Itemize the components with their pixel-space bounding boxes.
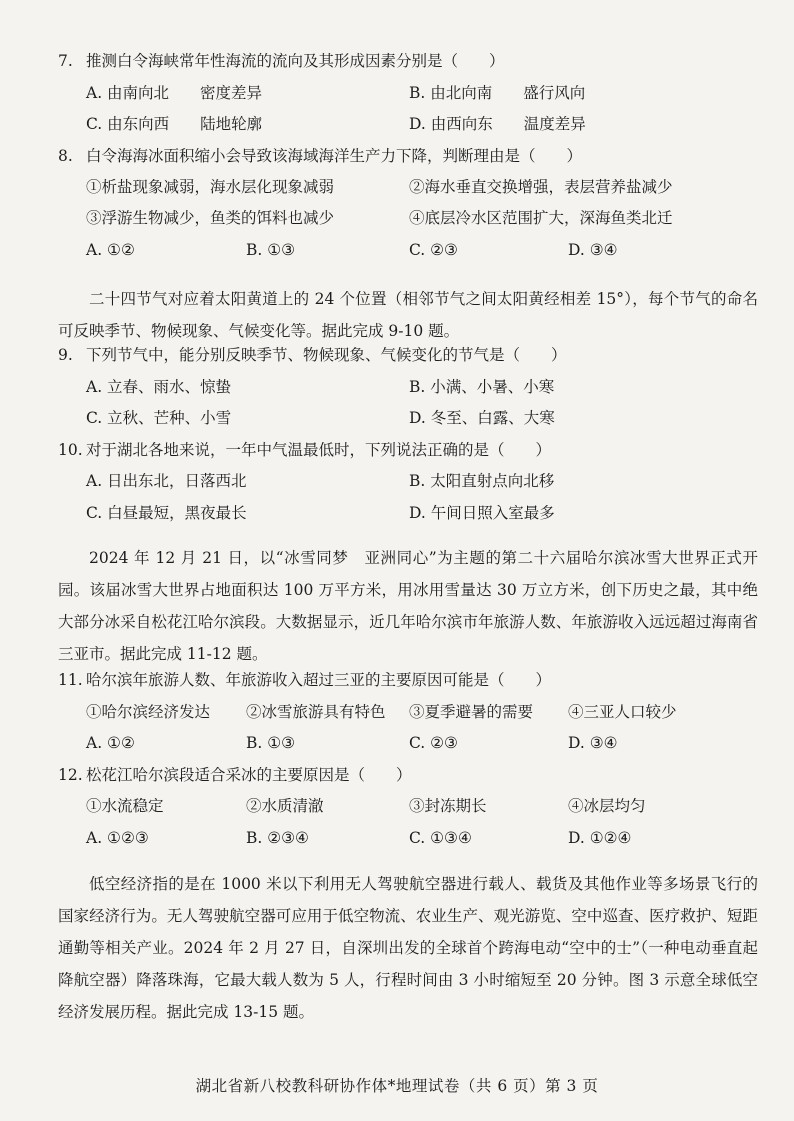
option-a: A. 日出东北，日落西北 [86,472,247,490]
option-a: A. ①② [86,241,135,259]
question-12 [58,765,754,785]
question-number: 7. [58,52,73,70]
option-c: C. ①③④ [409,829,472,847]
question-number: 10. [58,441,83,459]
option-b: B. 由北向南 盛行风向 [409,84,586,102]
passage-harbin-ice: 2024 年 12 月 21 日，以“冰雪同梦 亚洲同心”为主题的第二十六届哈尔滨冰雪大世界正式开园。该届冰雪大世界占地面积达 100 万平方米，用冰用雪量达 30 万立方米，创下历史之最，其中绝大部分冰采自松花江哈尔滨段。大数据显示，近几年哈尔滨市年旅游人数、年旅游收入远远超过海南省三亚市。据此完成 11-12 题。 [58,549,758,663]
option-d: D. 午间日照入室最多 [409,504,555,522]
passage-solar-terms: 二十四节气对应着太阳黄道上的 24 个位置（相邻节气之间太阳黄经相差 15°），每个节气的命名可反映季节、物候现象、气候变化等。据此完成 9-10 题。 [58,290,758,340]
question-stem: 下列节气中，能分别反映季节、物候现象、气候变化的节气是（ ） [86,346,567,364]
option-c: C. 白昼最短，黑夜最长 [86,504,247,522]
statement-1: ①水流稳定 [86,797,164,815]
option-d: D. 冬至、白露、大寒 [409,409,555,427]
option-c: C. ②③ [409,734,458,752]
question-number: 9. [58,346,73,364]
question-7 [58,51,754,71]
question-stem: 推测白令海峡常年性海流的流向及其形成因素分别是（ ） [86,52,505,70]
question-number: 8. [58,147,73,165]
question-stem: 对于湖北各地来说，一年中气温最低时，下列说法正确的是（ ） [86,441,552,459]
question-9 [58,345,754,365]
statement-4: ④三亚人口较少 [568,703,677,721]
statement-2: ②海水垂直交换增强，表层营养盐减少 [409,178,673,196]
option-d: D. ③④ [568,734,618,752]
option-d: D. ①②④ [568,829,632,847]
statement-3: ③封冻期长 [409,797,487,815]
statement-2: ②冰雪旅游具有特色 [246,703,386,721]
option-a: A. 立春、雨水、惊蛰 [86,378,232,396]
option-d: D. 由西向东 温度差异 [409,115,586,133]
option-a: A. ①②③ [86,829,149,847]
passage-low-altitude-economy: 低空经济指的是在 1000 米以下利用无人驾驶航空器进行载人、载货及其他作业等多场景飞行的国家经济行为。无人驾驶航空器可应用于低空物流、农业生产、观光游览、空中巡查、医疗救护、短距通勤等相关产业。2024 年 2 月 27 日，自深圳出发的全球首个跨海电动“空中的士”（一种电动垂直起降航空器）降落珠海，它最大载人数为 5 人，行程时间由 3 小时缩短至 20 分钟。图 3 示意全球低空经济发展历程。据此完成 13-15 题。 [58,875,758,1021]
page-footer: 湖北省新八校教科研协作体*地理试卷（共 6 页）第 3 页 [195,1077,599,1095]
option-b: B. 太阳直射点向北移 [409,472,555,490]
question-stem: 白令海海冰面积缩小会导致该海域海洋生产力下降，判断理由是（ ） [86,147,583,165]
option-a: A. 由南向北 密度差异 [86,84,263,102]
statement-2: ②水质清澈 [246,797,324,815]
statement-1: ①哈尔滨经济发达 [86,703,211,721]
option-b: B. ①③ [246,241,296,259]
question-stem: 松花江哈尔滨段适合采冰的主要原因是（ ） [86,766,412,784]
option-a: A. ①② [86,734,135,752]
question-number: 11. [58,671,83,689]
statement-4: ④底层冷水区范围扩大，深海鱼类北迁 [409,209,673,227]
statement-3: ③夏季避暑的需要 [409,703,534,721]
option-c: C. ②③ [409,241,458,259]
option-c: C. 由东向西 陆地轮廓 [86,115,263,133]
question-number: 12. [58,766,83,784]
option-d: D. ③④ [568,241,618,259]
question-stem: 哈尔滨年旅游人数、年旅游收入超过三亚的主要原因可能是（ ） [86,671,552,689]
question-10 [58,440,754,460]
question-11 [58,670,754,690]
statement-1: ①析盐现象减弱，海水层化现象减弱 [86,178,335,196]
question-8 [58,146,754,166]
statement-3: ③浮游生物减少，鱼类的饵料也减少 [86,209,335,227]
option-b: B. ①③ [246,734,296,752]
option-b: B. 小满、小暑、小寒 [409,378,555,396]
option-b: B. ②③④ [246,829,309,847]
statement-4: ④冰层均匀 [568,797,646,815]
option-c: C. 立秋、芒种、小雪 [86,409,232,427]
